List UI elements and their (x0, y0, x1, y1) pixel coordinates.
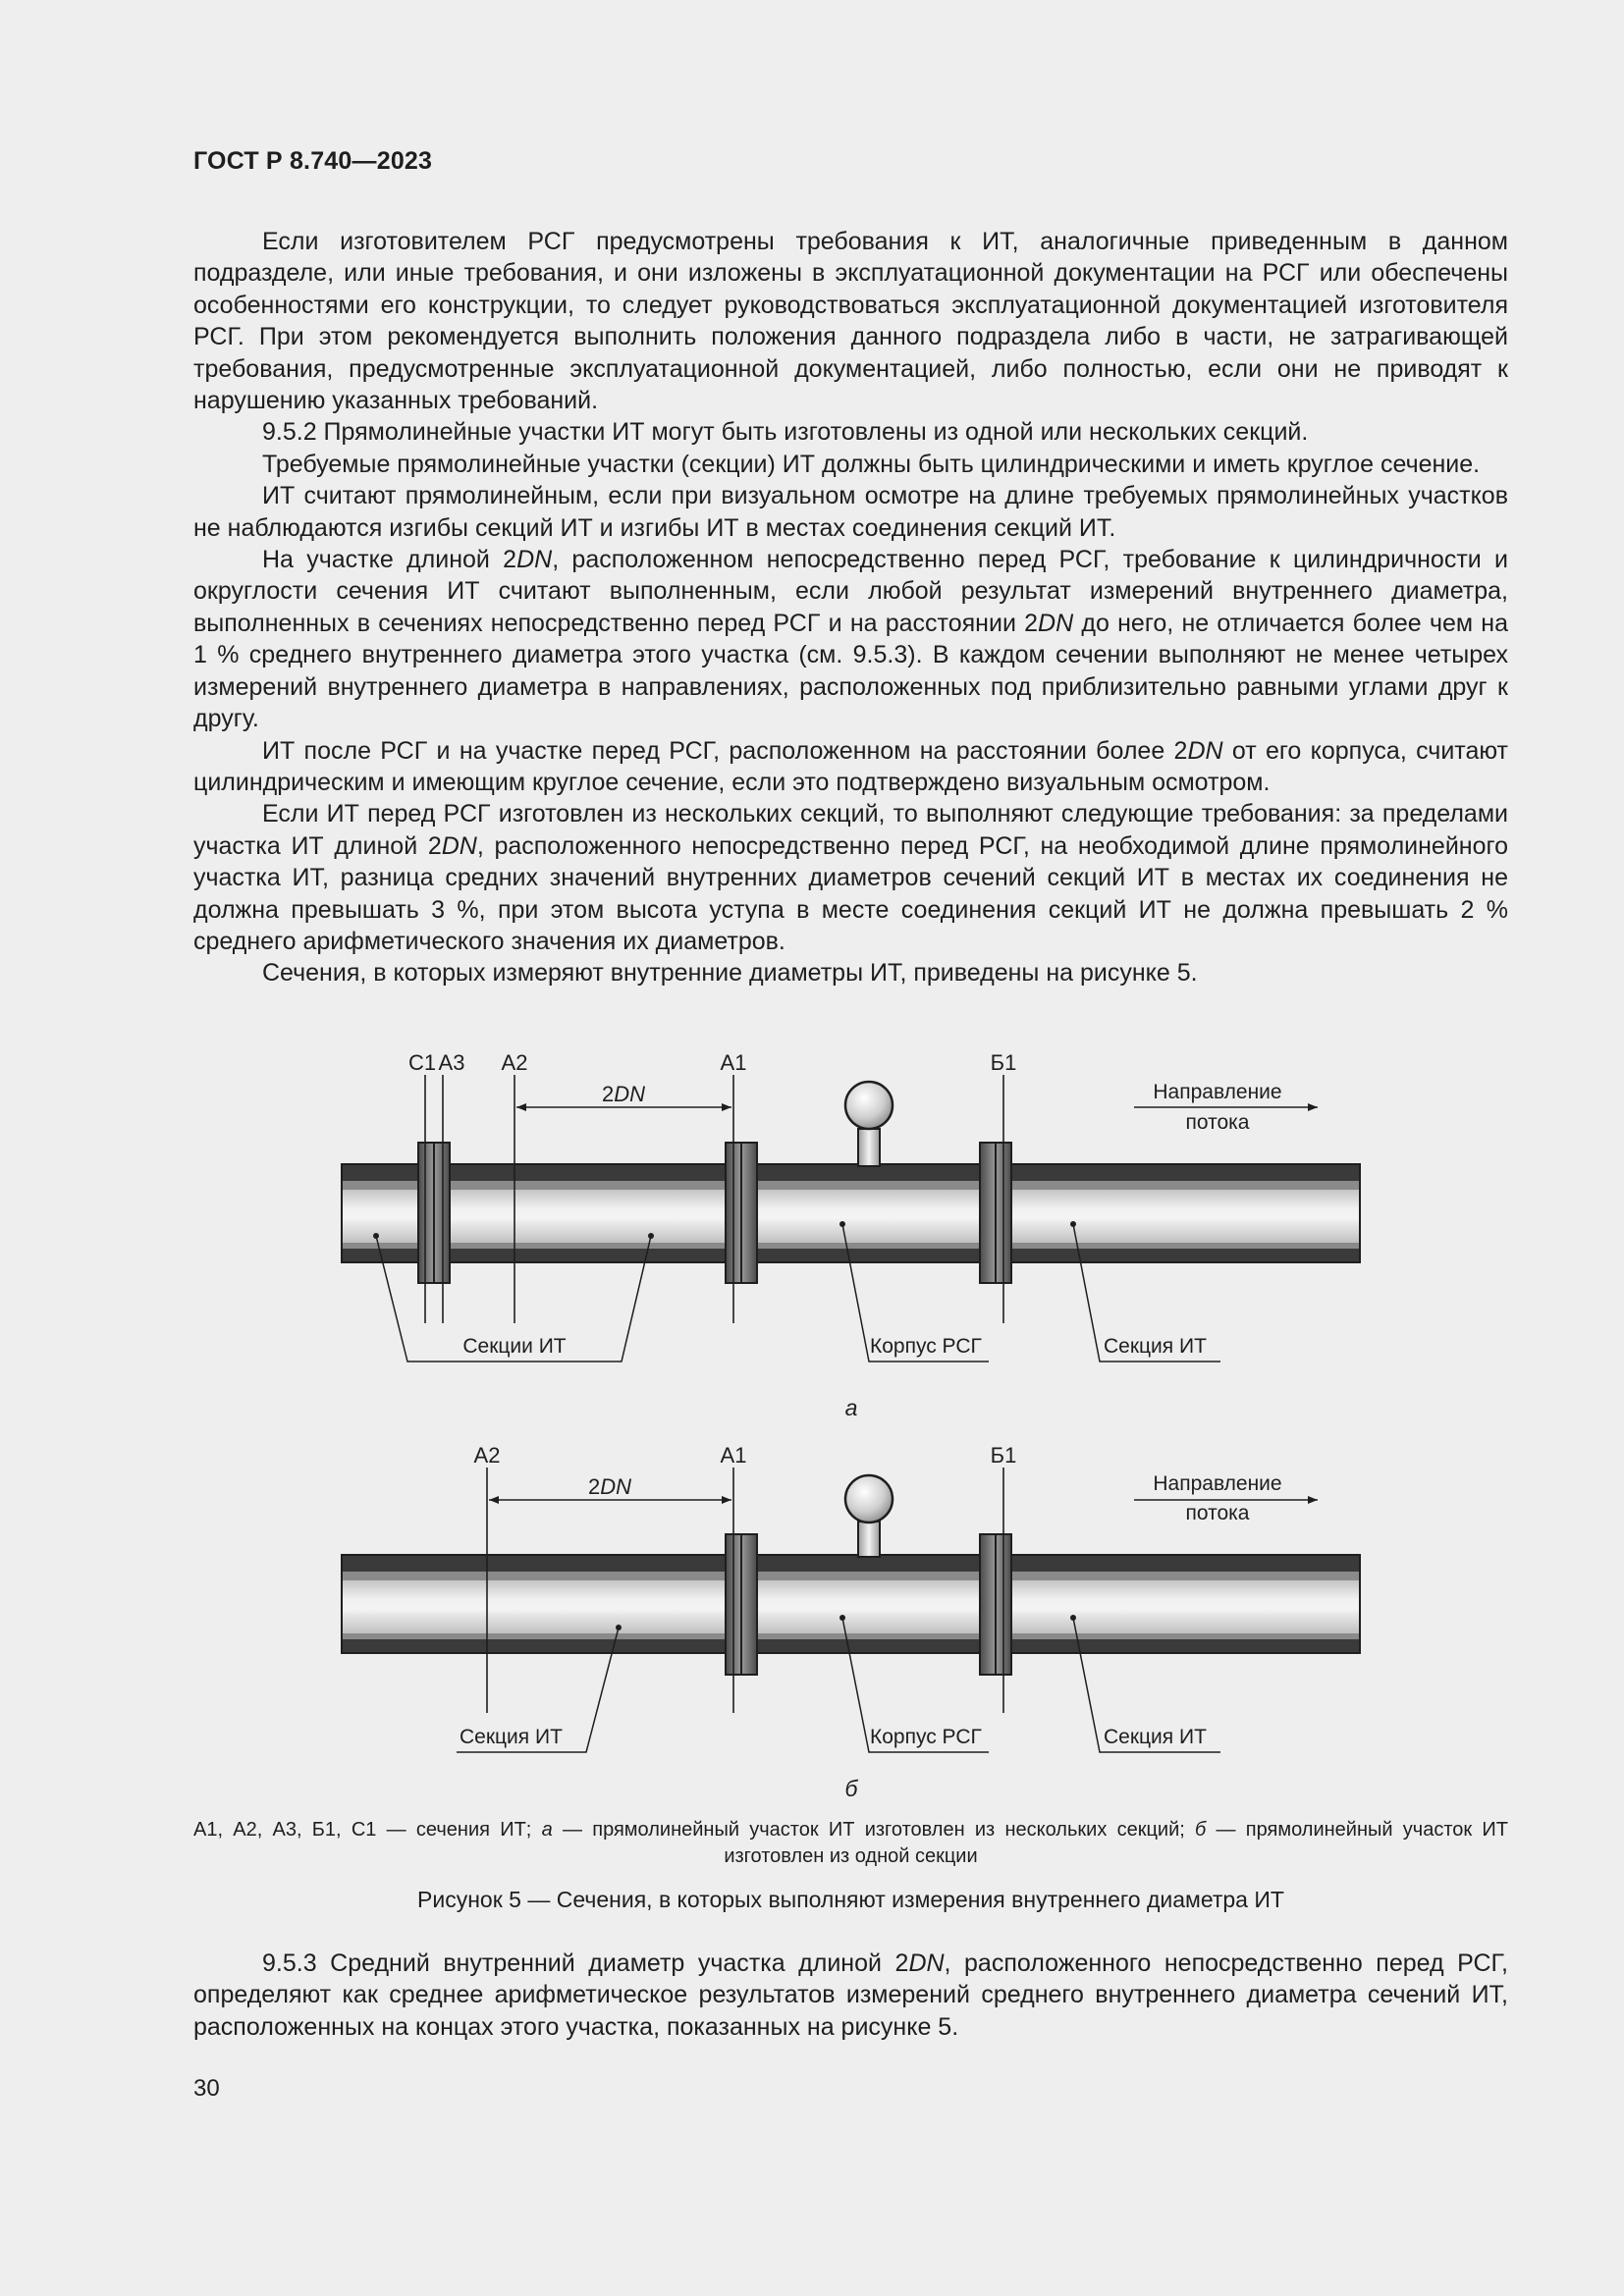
dimension-label: 2DN (587, 1474, 632, 1499)
svg-text:Секция ИТ: Секция ИТ (1104, 1335, 1207, 1358)
flange (726, 1534, 757, 1675)
label-a2: А2 (473, 1443, 501, 1468)
figure-b (342, 1443, 1360, 1801)
label-a2: А2 (501, 1050, 528, 1075)
label-c1: С1 (407, 1050, 437, 1075)
figure-legend: А1, А2, А3, Б1, С1 — сечения ИТ; а — прямолинейный участок ИТ изготовлен из нескольких секций; б — прямолинейный участок ИТ изготовлен из одной секции (193, 1819, 1508, 1867)
flange (726, 1143, 757, 1283)
paragraph: ИТ считают прямолинейным, если при визуальном осмотре на длине требуемых прямолинейных участков не наблюдаются изгибы секций ИТ и изгибы ИТ в местах соединения секций ИТ. (193, 482, 1508, 542)
figure-a (342, 1050, 1360, 1420)
flow-direction-label: Направление (1153, 1081, 1282, 1103)
valve-ball (845, 1475, 893, 1522)
svg-text:Секция ИТ: Секция ИТ (1104, 1726, 1207, 1748)
label-a3: А3 (438, 1050, 465, 1075)
dimension-label: 2DN (601, 1082, 646, 1106)
valve-neck (858, 1129, 880, 1166)
flange (980, 1143, 1011, 1283)
flow-direction-label: потока (1185, 1502, 1250, 1524)
valve-ball (845, 1082, 893, 1129)
figure-caption: Рисунок 5 — Сечения, в которых выполняют измерения внутреннего диаметра ИТ (417, 1887, 1284, 1912)
paragraph: Если изготовителем РСГ предусмотрены требования к ИТ, аналогичные приведенным в данном подразделе, или иные требования, и они изложены в эксплуатационной документации на РСГ или обеспечены особенностями его конструкции, то следует руководствоваться эксплуатационной документацией изготовителя РСГ. При этом рекомендуется выполнить положения данного подраздела либо в части, не затрагивающей требования, предусмотренные эксплуатационной документацией, либо полностью, если они не приводят к нарушению указанных требований. (193, 228, 1508, 415)
svg-text:Корпус РСГ: Корпус РСГ (870, 1335, 982, 1358)
pipe (342, 1555, 1360, 1653)
flow-direction-label: Направление (1153, 1472, 1282, 1495)
page-number: 30 (193, 2075, 220, 2102)
flange (418, 1143, 450, 1283)
valve-neck (858, 1522, 880, 1557)
paragraph: Если ИТ перед РСГ изготовлен из нескольких секций, то выполняют следующие требования: за пределами участка ИТ длиной 2DN, расположенного непосредственно перед РСГ, на необходимой длине прямолинейного участка ИТ, разница средних значений внутренних диаметров сечений секций ИТ в местах их соединения не должна превышать 3 %, при этом высота уступа в месте соединения секций ИТ не должна превышать 2 % среднего арифметического значения их диаметров. (193, 800, 1508, 955)
paragraph: Сечения, в которых измеряют внутренние диаметры ИТ, приведены на рисунке 5. (262, 959, 1198, 988)
svg-text:Секции ИТ: Секции ИТ (462, 1335, 567, 1358)
label-b1: Б1 (990, 1443, 1017, 1468)
label-a1: А1 (720, 1443, 747, 1468)
pipe (342, 1164, 1360, 1262)
paragraph: 9.5.2 Прямолинейные участки ИТ могут быть изготовлены из одной или нескольких секций. (262, 418, 1309, 447)
sublabel-b: б (844, 1776, 858, 1801)
flange (980, 1534, 1011, 1675)
svg-text:Корпус РСГ: Корпус РСГ (870, 1726, 982, 1748)
document-header: ГОСТ Р 8.740—2023 (193, 147, 433, 175)
paragraph: ИТ после РСГ и на участке перед РСГ, расположенном на расстоянии более 2DN от его корпуса, считают цилиндрическим и имеющим круглое сечение, если это подтверждено визуальным осмотром. (193, 736, 1509, 796)
paragraph: 9.5.3 Средний внутренний диаметр участка длиной 2DN, расположенного непосредственно перед РСГ, определяют как среднее арифметическое результатов измерений среднего внутреннего диаметра сечений ИТ, расположенных на концах этого участка, показанных на рисунке 5. (193, 1949, 1508, 2041)
svg-text:Секция ИТ: Секция ИТ (460, 1726, 563, 1748)
flow-direction-label: потока (1185, 1111, 1250, 1134)
paragraph: На участке длиной 2DN, расположенном непосредственно перед РСГ, требование к цилиндричности и округлости сечения ИТ считают выполненным, если любой результат измерений внутреннего диаметра, выполненных в сечениях непосредственно перед РСГ и на расстоянии 2DN до него, не отличается более чем на 1 % среднего внутреннего диаметра этого участка (см. 9.5.3). В каждом сечении выполняют не менее четырех измерений внутреннего диаметра в направлениях, расположенных под приблизительно равными углами друг к другу. (193, 546, 1509, 733)
paragraph: Требуемые прямолинейные участки (секции) ИТ должны быть цилиндрическими и иметь круглое сечение. (262, 450, 1481, 478)
label-a1: А1 (720, 1050, 747, 1075)
body-text-2 (193, 1948, 1508, 2043)
sublabel-a: а (844, 1395, 858, 1420)
label-b1: Б1 (990, 1050, 1017, 1075)
